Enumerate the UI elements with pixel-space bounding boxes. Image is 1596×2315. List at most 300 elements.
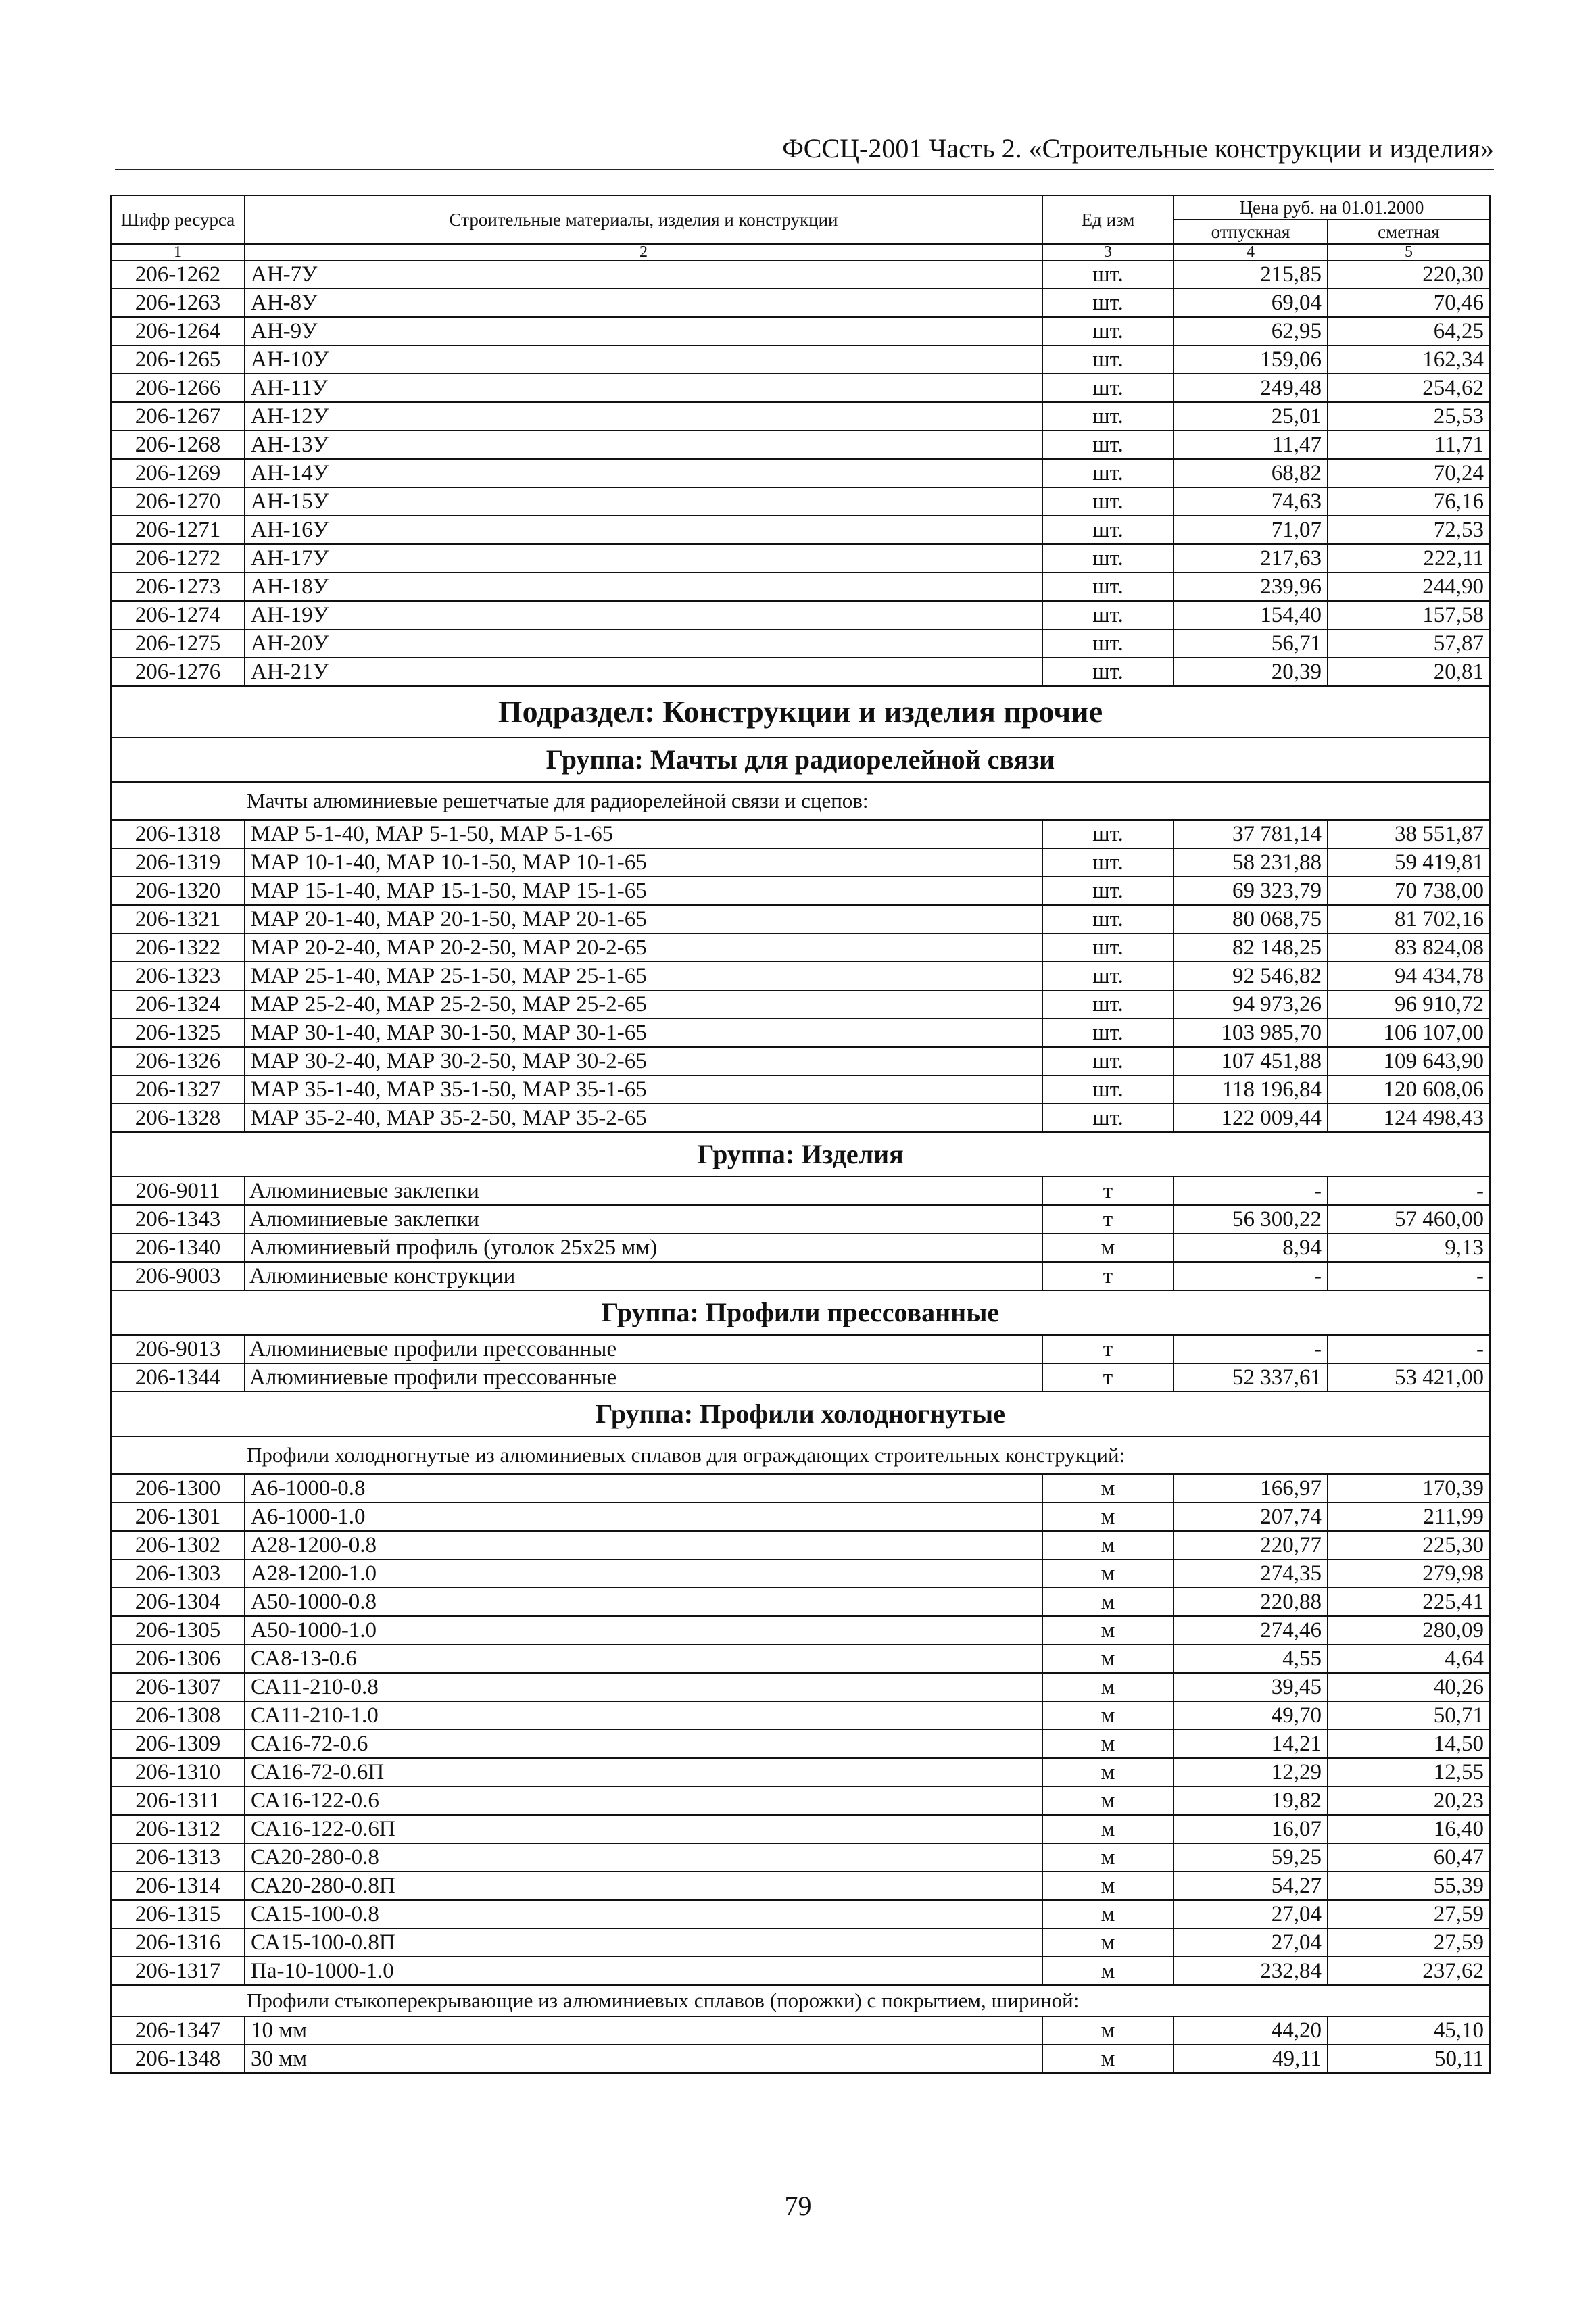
table-row [111,1928,1490,1957]
release-price: 44,20 [1174,2016,1328,2045]
table-row [111,1758,1490,1786]
release-price: 12,29 [1174,1758,1328,1786]
table-row [111,848,1490,877]
unit-of-measure: шт. [1042,905,1174,933]
estimate-price: 109 643,90 [1328,1047,1490,1075]
release-price: - [1174,1262,1328,1290]
release-price: 154,40 [1174,601,1328,629]
release-price: 56 300,22 [1174,1205,1328,1234]
material-name: Па-10-1000-1.0 [245,1957,1042,1985]
resource-code: 206-1328 [111,1104,245,1132]
estimate-price: 14,50 [1328,1730,1490,1758]
resource-code: 206-1314 [111,1872,245,1900]
estimate-price: 244,90 [1328,572,1490,601]
table-row [111,962,1490,990]
material-name: А6-1000-0.8 [245,1474,1042,1503]
material-name: АН-10У [245,345,1042,374]
resource-code: 206-1321 [111,905,245,933]
estimate-price: 27,59 [1328,1928,1490,1957]
column-number: 3 [1042,244,1174,260]
table-row [111,1047,1490,1075]
material-name: АН-8У [245,289,1042,317]
table-row [111,2045,1490,2073]
resource-code: 206-1266 [111,374,245,402]
unit-of-measure: м [1042,2016,1174,2045]
release-price: 27,04 [1174,1900,1328,1928]
column-number: 4 [1174,244,1328,260]
material-name: АН-17У [245,544,1042,572]
page-header: ФССЦ-2001 Часть 2. «Строительные конструкции и изделия» [115,132,1494,170]
estimate-price: 64,25 [1328,317,1490,345]
estimate-price: 120 608,06 [1328,1075,1490,1104]
material-name: А28-1200-1.0 [245,1559,1042,1588]
unit-of-measure: м [1042,1644,1174,1673]
release-price: 16,07 [1174,1815,1328,1843]
unit-of-measure: м [1042,1503,1174,1531]
material-name: СА8-13-0.6 [245,1644,1042,1673]
material-name: АН-18У [245,572,1042,601]
table-row [111,1616,1490,1644]
material-name: Алюминиевые заклепки [245,1205,1042,1234]
release-price: 20,39 [1174,658,1328,686]
material-name: АН-19У [245,601,1042,629]
release-price: 74,63 [1174,487,1328,516]
table-row [111,431,1490,459]
resource-code: 206-1324 [111,990,245,1019]
table-row [111,516,1490,544]
release-price: 56,71 [1174,629,1328,658]
unit-of-measure: шт. [1042,459,1174,487]
release-price: 274,46 [1174,1616,1328,1644]
material-name: А50-1000-1.0 [245,1616,1042,1644]
table-row [111,990,1490,1019]
estimate-price: 96 910,72 [1328,990,1490,1019]
table-row [111,1234,1490,1262]
group-title: Группа: Мачты для радиорелейной связи [111,737,1490,782]
estimate-price: 11,71 [1328,431,1490,459]
resource-code: 206-1276 [111,658,245,686]
table-row [111,1843,1490,1872]
table-row [111,374,1490,402]
table-row [111,1588,1490,1616]
header-code: Шифр ресурса [111,195,245,244]
table-row [111,1075,1490,1104]
resource-code: 206-1323 [111,962,245,990]
table-row [111,1474,1490,1503]
material-name: СА15-100-0.8 [245,1900,1042,1928]
material-name: АН-21У [245,658,1042,686]
header-unit: Ед изм [1042,195,1174,244]
table-row [111,820,1490,848]
resource-code: 206-1302 [111,1531,245,1559]
unit-of-measure: м [1042,1786,1174,1815]
material-name: А28-1200-0.8 [245,1531,1042,1559]
release-price: 232,84 [1174,1957,1328,1985]
table-row [111,1957,1490,1985]
resource-code: 206-1264 [111,317,245,345]
material-name: СА11-210-1.0 [245,1701,1042,1730]
unit-of-measure: м [1042,1531,1174,1559]
unit-of-measure: шт. [1042,990,1174,1019]
unit-of-measure: шт. [1042,516,1174,544]
group-description-row [111,782,1490,820]
estimate-price: 225,41 [1328,1588,1490,1616]
unit-of-measure: шт. [1042,572,1174,601]
material-name: МАР 25-2-40, МАР 25-2-50, МАР 25-2-65 [245,990,1042,1019]
estimate-price: 254,62 [1328,374,1490,402]
release-price: 8,94 [1174,1234,1328,1262]
estimate-price: 53 421,00 [1328,1363,1490,1392]
release-price: 52 337,61 [1174,1363,1328,1392]
estimate-price: 70 738,00 [1328,877,1490,905]
resource-code: 206-9003 [111,1262,245,1290]
table-row [111,877,1490,905]
unit-of-measure: шт. [1042,1019,1174,1047]
material-name: МАР 35-1-40, МАР 35-1-50, МАР 35-1-65 [245,1075,1042,1104]
unit-of-measure: м [1042,1474,1174,1503]
group-title-row [111,1392,1490,1436]
group-title-row [111,1290,1490,1335]
material-name: МАР 5-1-40, МАР 5-1-50, МАР 5-1-65 [245,820,1042,848]
table-row [111,1786,1490,1815]
unit-of-measure: т [1042,1262,1174,1290]
group-description-row [111,1985,1490,2016]
unit-of-measure: шт. [1042,1104,1174,1132]
material-name: СА16-122-0.6П [245,1815,1042,1843]
table-row [111,289,1490,317]
resource-code: 206-1348 [111,2045,245,2073]
resource-code: 206-1313 [111,1843,245,1872]
estimate-price: 106 107,00 [1328,1019,1490,1047]
table-row [111,601,1490,629]
release-price: 122 009,44 [1174,1104,1328,1132]
unit-of-measure: шт. [1042,431,1174,459]
release-price: 249,48 [1174,374,1328,402]
estimate-price: 4,64 [1328,1644,1490,1673]
resource-code: 206-1306 [111,1644,245,1673]
resource-code: 206-1325 [111,1019,245,1047]
unit-of-measure: м [1042,1815,1174,1843]
unit-of-measure: шт. [1042,601,1174,629]
estimate-price: 70,24 [1328,459,1490,487]
group-title-row [111,737,1490,782]
resource-code: 206-1319 [111,848,245,877]
table-row [111,1559,1490,1588]
material-name: Алюминиевые заклепки [245,1177,1042,1205]
material-name: МАР 30-1-40, МАР 30-1-50, МАР 30-1-65 [245,1019,1042,1047]
table-row [111,1644,1490,1673]
estimate-price: 40,26 [1328,1673,1490,1701]
group-description: Профили холодногнутые из алюминиевых сплавов для ограждающих строительных конструкций: [111,1436,1490,1474]
release-price: 215,85 [1174,260,1328,289]
resource-code: 206-1271 [111,516,245,544]
unit-of-measure: шт. [1042,317,1174,345]
table-row [111,1701,1490,1730]
table-row [111,1900,1490,1928]
unit-of-measure: шт. [1042,848,1174,877]
release-price: 239,96 [1174,572,1328,601]
table-row [111,487,1490,516]
header-price: Цена руб. на 01.01.2000 [1174,195,1490,220]
price-table [110,195,1491,2074]
material-name: МАР 10-1-40, МАР 10-1-50, МАР 10-1-65 [245,848,1042,877]
material-name: СА20-280-0.8 [245,1843,1042,1872]
table-row [111,1503,1490,1531]
unit-of-measure: м [1042,1928,1174,1957]
release-price: 25,01 [1174,402,1328,431]
resource-code: 206-9013 [111,1335,245,1363]
column-number: 5 [1328,244,1490,260]
estimate-price: 12,55 [1328,1758,1490,1786]
column-number: 2 [245,244,1042,260]
release-price: 39,45 [1174,1673,1328,1701]
unit-of-measure: шт. [1042,487,1174,516]
resource-code: 206-1268 [111,431,245,459]
estimate-price: - [1328,1177,1490,1205]
resource-code: 206-1272 [111,544,245,572]
unit-of-measure: шт. [1042,544,1174,572]
material-name: АН-14У [245,459,1042,487]
resource-code: 206-1305 [111,1616,245,1644]
estimate-price: 59 419,81 [1328,848,1490,877]
table-row [111,1205,1490,1234]
unit-of-measure: м [1042,1758,1174,1786]
release-price: 62,95 [1174,317,1328,345]
unit-of-measure: м [1042,1234,1174,1262]
resource-code: 206-1274 [111,601,245,629]
release-price: 27,04 [1174,1928,1328,1957]
resource-code: 206-9011 [111,1177,245,1205]
unit-of-measure: м [1042,1872,1174,1900]
unit-of-measure: шт. [1042,962,1174,990]
group-description: Профили стыкоперекрывающие из алюминиевых сплавов (порожки) с покрытием, шириной: [111,1985,1490,2016]
unit-of-measure: м [1042,2045,1174,2073]
table-row [111,1673,1490,1701]
release-price: 69,04 [1174,289,1328,317]
resource-code: 206-1312 [111,1815,245,1843]
unit-of-measure: м [1042,1730,1174,1758]
estimate-price: 50,11 [1328,2045,1490,2073]
resource-code: 206-1343 [111,1205,245,1234]
estimate-price: 81 702,16 [1328,905,1490,933]
estimate-price: 20,23 [1328,1786,1490,1815]
material-name: МАР 20-2-40, МАР 20-2-50, МАР 20-2-65 [245,933,1042,962]
resource-code: 206-1311 [111,1786,245,1815]
table-row [111,1262,1490,1290]
estimate-price: 76,16 [1328,487,1490,516]
material-name: Алюминиевый профиль (уголок 25х25 мм) [245,1234,1042,1262]
estimate-price: 72,53 [1328,516,1490,544]
unit-of-measure: м [1042,1559,1174,1588]
header-name: Строительные материалы, изделия и конструкции [245,195,1042,244]
material-name: А6-1000-1.0 [245,1503,1042,1531]
estimate-price: 170,39 [1328,1474,1490,1503]
release-price: 71,07 [1174,516,1328,544]
resource-code: 206-1263 [111,289,245,317]
resource-code: 206-1322 [111,933,245,962]
release-price: 14,21 [1174,1730,1328,1758]
estimate-price: 45,10 [1328,2016,1490,2045]
group-title: Группа: Профили прессованные [111,1290,1490,1335]
table-row [111,1019,1490,1047]
estimate-price: 83 824,08 [1328,933,1490,962]
release-price: 220,77 [1174,1531,1328,1559]
table-row [111,933,1490,962]
estimate-price: 9,13 [1328,1234,1490,1262]
release-price: 68,82 [1174,459,1328,487]
estimate-price: 157,58 [1328,601,1490,629]
material-name: АН-11У [245,374,1042,402]
material-name: МАР 15-1-40, МАР 15-1-50, МАР 15-1-65 [245,877,1042,905]
resource-code: 206-1318 [111,820,245,848]
material-name: 30 мм [245,2045,1042,2073]
estimate-price: 25,53 [1328,402,1490,431]
unit-of-measure: т [1042,1205,1174,1234]
unit-of-measure: шт. [1042,260,1174,289]
page-number: 79 [784,2191,812,2221]
column-number-row [111,244,1490,260]
resource-code: 206-1262 [111,260,245,289]
table-row [111,1104,1490,1132]
table-row [111,544,1490,572]
unit-of-measure: т [1042,1177,1174,1205]
resource-code: 206-1307 [111,1673,245,1701]
release-price: 103 985,70 [1174,1019,1328,1047]
table-row [111,402,1490,431]
estimate-price: 222,11 [1328,544,1490,572]
unit-of-measure: м [1042,1588,1174,1616]
resource-code: 206-1300 [111,1474,245,1503]
estimate-price: 279,98 [1328,1559,1490,1588]
estimate-price: 20,81 [1328,658,1490,686]
estimate-price: 60,47 [1328,1843,1490,1872]
material-name: СА16-122-0.6 [245,1786,1042,1815]
resource-code: 206-1310 [111,1758,245,1786]
unit-of-measure: м [1042,1616,1174,1644]
header-release: отпускная [1174,220,1328,244]
estimate-price: 57 460,00 [1328,1205,1490,1234]
resource-code: 206-1320 [111,877,245,905]
material-name: СА16-72-0.6П [245,1758,1042,1786]
table-row [111,1531,1490,1559]
material-name: АН-20У [245,629,1042,658]
unit-of-measure: шт. [1042,345,1174,374]
header-estimate: сметная [1328,220,1490,244]
unit-of-measure: т [1042,1335,1174,1363]
unit-of-measure: шт. [1042,877,1174,905]
estimate-price: 70,46 [1328,289,1490,317]
estimate-price: - [1328,1262,1490,1290]
resource-code: 206-1267 [111,402,245,431]
table-row [111,260,1490,289]
table-header-row [111,195,1490,220]
release-price: 220,88 [1174,1588,1328,1616]
unit-of-measure: шт. [1042,820,1174,848]
material-name: 10 мм [245,2016,1042,2045]
unit-of-measure: шт. [1042,629,1174,658]
unit-of-measure: м [1042,1843,1174,1872]
estimate-price: 237,62 [1328,1957,1490,1985]
estimate-price: 16,40 [1328,1815,1490,1843]
release-price: 159,06 [1174,345,1328,374]
table-row [111,459,1490,487]
material-name: Алюминиевые профили прессованные [245,1335,1042,1363]
release-price: 49,11 [1174,2045,1328,2073]
estimate-price: 50,71 [1328,1701,1490,1730]
resource-code: 206-1347 [111,2016,245,2045]
release-price: 217,63 [1174,544,1328,572]
resource-code: 206-1303 [111,1559,245,1588]
material-name: СА11-210-0.8 [245,1673,1042,1701]
release-price: 274,35 [1174,1559,1328,1588]
resource-code: 206-1273 [111,572,245,601]
resource-code: 206-1265 [111,345,245,374]
material-name: АН-16У [245,516,1042,544]
material-name: Алюминиевые профили прессованные [245,1363,1042,1392]
table-row [111,905,1490,933]
table-row [111,1730,1490,1758]
resource-code: 206-1301 [111,1503,245,1531]
estimate-price: 57,87 [1328,629,1490,658]
material-name: АН-12У [245,402,1042,431]
release-price: 37 781,14 [1174,820,1328,848]
release-price: 11,47 [1174,431,1328,459]
release-price: 166,97 [1174,1474,1328,1503]
unit-of-measure: шт. [1042,402,1174,431]
estimate-price: 225,30 [1328,1531,1490,1559]
unit-of-measure: м [1042,1701,1174,1730]
release-price: 107 451,88 [1174,1047,1328,1075]
release-price: 49,70 [1174,1701,1328,1730]
resource-code: 206-1309 [111,1730,245,1758]
resource-code: 206-1326 [111,1047,245,1075]
group-title: Группа: Профили холодногнутые [111,1392,1490,1436]
material-name: СА20-280-0.8П [245,1872,1042,1900]
resource-code: 206-1344 [111,1363,245,1392]
table-row [111,1872,1490,1900]
table-row [111,658,1490,686]
unit-of-measure: т [1042,1363,1174,1392]
release-price: 69 323,79 [1174,877,1328,905]
resource-code: 206-1327 [111,1075,245,1104]
resource-code: 206-1316 [111,1928,245,1957]
material-name: АН-7У [245,260,1042,289]
group-title: Группа: Изделия [111,1132,1490,1177]
release-price: 54,27 [1174,1872,1328,1900]
table-row [111,1177,1490,1205]
release-price: - [1174,1335,1328,1363]
table-row [111,345,1490,374]
material-name: МАР 20-1-40, МАР 20-1-50, МАР 20-1-65 [245,905,1042,933]
table-row [111,1335,1490,1363]
table-row [111,1363,1490,1392]
resource-code: 206-1269 [111,459,245,487]
estimate-price: 94 434,78 [1328,962,1490,990]
release-price: 58 231,88 [1174,848,1328,877]
estimate-price: 38 551,87 [1328,820,1490,848]
resource-code: 206-1275 [111,629,245,658]
resource-code: 206-1308 [111,1701,245,1730]
resource-code: 206-1315 [111,1900,245,1928]
material-name: АН-13У [245,431,1042,459]
table-row [111,572,1490,601]
release-price: 118 196,84 [1174,1075,1328,1104]
material-name: АН-9У [245,317,1042,345]
release-price: 80 068,75 [1174,905,1328,933]
unit-of-measure: шт. [1042,933,1174,962]
unit-of-measure: шт. [1042,374,1174,402]
release-price: 94 973,26 [1174,990,1328,1019]
